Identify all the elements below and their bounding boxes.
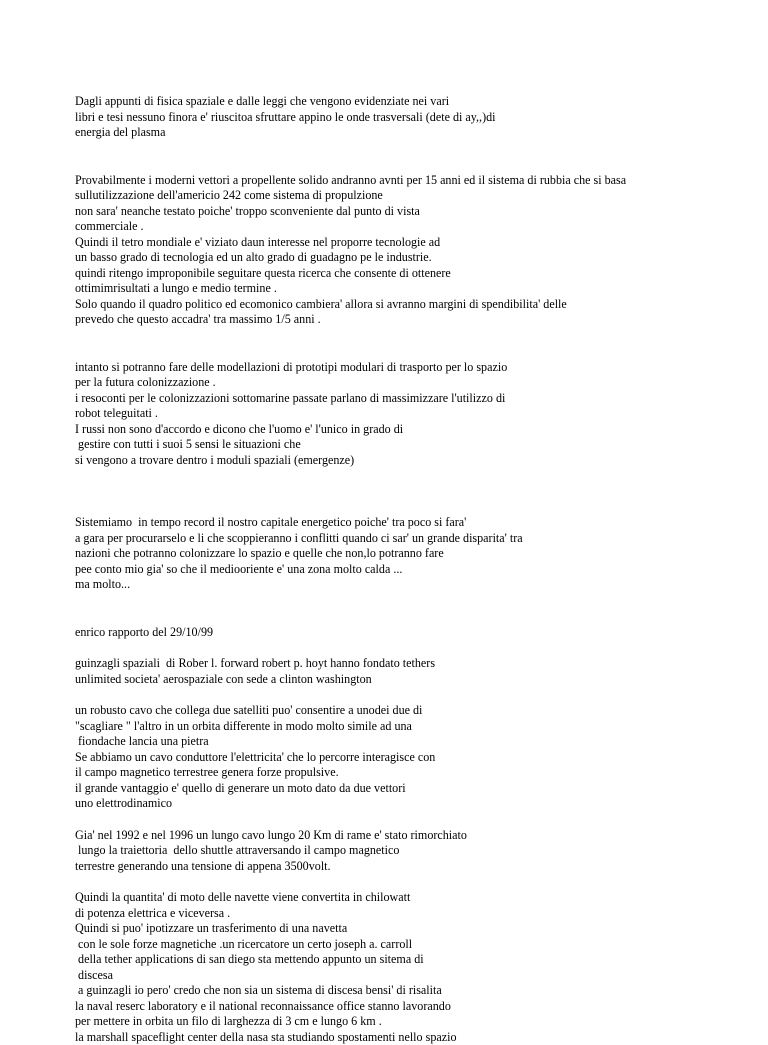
text-line: un basso grado di tecnologia ed un alto grado di guadagno pe le industrie. (75, 250, 755, 266)
paragraph-cable-satellites (75, 703, 755, 812)
text-line: per la futura colonizzazione . (75, 375, 755, 391)
text-line: ma molto... (75, 577, 755, 593)
text-line: il campo magnetico terrestree genera forze propulsive. (75, 765, 755, 781)
text-line: Gia' nel 1992 e nel 1996 un lungo cavo lungo 20 Km di rame e' stato rimorchiato (75, 828, 755, 844)
text-line: discesa (75, 968, 755, 984)
text-line: pee conto mio gia' so che il mediooriente e' una zona molto calda ... (75, 562, 755, 578)
paragraph-shuttle-cable (75, 828, 755, 875)
paragraph-propellant-vectors (75, 173, 755, 328)
paragraph-momentum-conversion (75, 890, 755, 1045)
text-line: Quindi si puo' ipotizzare un trasferimento di una navetta (75, 921, 755, 937)
text-line: a guinzagli io pero' credo che non sia un sistema di discesa bensi' di risalita (75, 983, 755, 999)
text-line: terrestre generando una tensione di appena 3500volt. (75, 859, 755, 875)
text-line: lungo la traiettoria dello shuttle attraversando il campo magnetico (75, 843, 755, 859)
text-line: la naval reserc laboratory e il national reconnaissance office stanno lavorando (75, 999, 755, 1015)
text-line: unlimited societa' aerospaziale con sede a clinton washington (75, 672, 755, 688)
text-line: i resoconti per le colonizzazioni sottomarine passate parlano di massimizzare l'utilizzo di (75, 391, 755, 407)
paragraph-energy-capital (75, 515, 755, 593)
text-line: enrico rapporto del 29/10/99 (75, 625, 755, 641)
text-line: commerciale . (75, 219, 755, 235)
text-line: uno elettrodinamico (75, 796, 755, 812)
text-line: per mettere in orbita un filo di larghezza di 3 cm e lungo 6 km . (75, 1014, 755, 1030)
text-line: la marshall spaceflight center della nasa sta studiando spostamenti nello spazio (75, 1030, 755, 1045)
text-line: ottimimrisultati a lungo e medio termine . (75, 281, 755, 297)
text-line: Solo quando il quadro politico ed ecomonico cambiera' allora si avranno margini di spendibilita' delle (75, 297, 755, 313)
text-line: gestire con tutti i suoi 5 sensi le situazioni che (75, 437, 755, 453)
paragraph-space-tethers (75, 656, 755, 687)
text-line: si vengono a trovare dentro i moduli spaziali (emergenze) (75, 453, 755, 469)
text-line: il grande vantaggio e' quello di generare un moto dato da due vettori (75, 781, 755, 797)
text-line: libri e tesi nessuno finora e' riuscitoa sfruttare appino le onde trasversali (dete di ay,,)di (75, 110, 755, 126)
text-line: guinzagli spaziali di Rober l. forward robert p. hoyt hanno fondato tethers (75, 656, 755, 672)
text-line: Provabilmente i moderni vettori a propellente solido andranno avnti per 15 anni ed il sistema di rubbia che si basa (75, 173, 755, 189)
document-body (75, 94, 755, 1045)
text-line: con le sole forze magnetiche .un ricercatore un certo joseph a. carroll (75, 937, 755, 953)
text-line: Quindi la quantita' di moto delle navette viene convertita in chilowatt (75, 890, 755, 906)
text-line: fiondache lancia una pietra (75, 734, 755, 750)
text-line: sullutilizzazione dell'americio 242 come sistema di propulzione (75, 188, 755, 204)
text-line: della tether applications di san diego sta mettendo appunto un sitema di (75, 952, 755, 968)
text-line: Se abbiamo un cavo conduttore l'elettricita' che lo percorre interagisce con (75, 750, 755, 766)
text-line: a gara per procurarselo e li che scoppieranno i conflitti quando ci sar' un grande disparita' tra (75, 531, 755, 547)
text-line: Quindi il tetro mondiale e' viziato daun interesse nel proporre tecnologie ad (75, 235, 755, 251)
paragraph-report-date (75, 625, 755, 641)
text-line: un robusto cavo che collega due satelliti puo' consentire a unodei due di (75, 703, 755, 719)
paragraph-colonization-modules (75, 360, 755, 469)
text-line: Dagli appunti di fisica spaziale e dalle leggi che vengono evidenziate nei vari (75, 94, 755, 110)
text-line: non sara' neanche testato poiche' troppo sconveniente dal punto di vista (75, 204, 755, 220)
text-line: "scagliare " l'altro in un orbita differente in modo molto simile ad una (75, 719, 755, 735)
text-line: Sistemiamo in tempo record il nostro capitale energetico poiche' tra poco si fara' (75, 515, 755, 531)
text-line: energia del plasma (75, 125, 755, 141)
text-line: quindi ritengo improponibile seguitare questa ricerca che consente di ottenere (75, 266, 755, 282)
text-line: nazioni che potranno colonizzare lo spazio e quelle che non,lo potranno fare (75, 546, 755, 562)
text-line: intanto si potranno fare delle modellazioni di prototipi modulari di trasporto per lo spazio (75, 360, 755, 376)
paragraph-plasma-intro (75, 94, 755, 141)
text-line: di potenza elettrica e viceversa . (75, 906, 755, 922)
text-line: I russi non sono d'accordo e dicono che l'uomo e' l'unico in grado di (75, 422, 755, 438)
text-line: prevedo che questo accadra' tra massimo 1/5 anni . (75, 312, 755, 328)
text-line: robot teleguitati . (75, 406, 755, 422)
